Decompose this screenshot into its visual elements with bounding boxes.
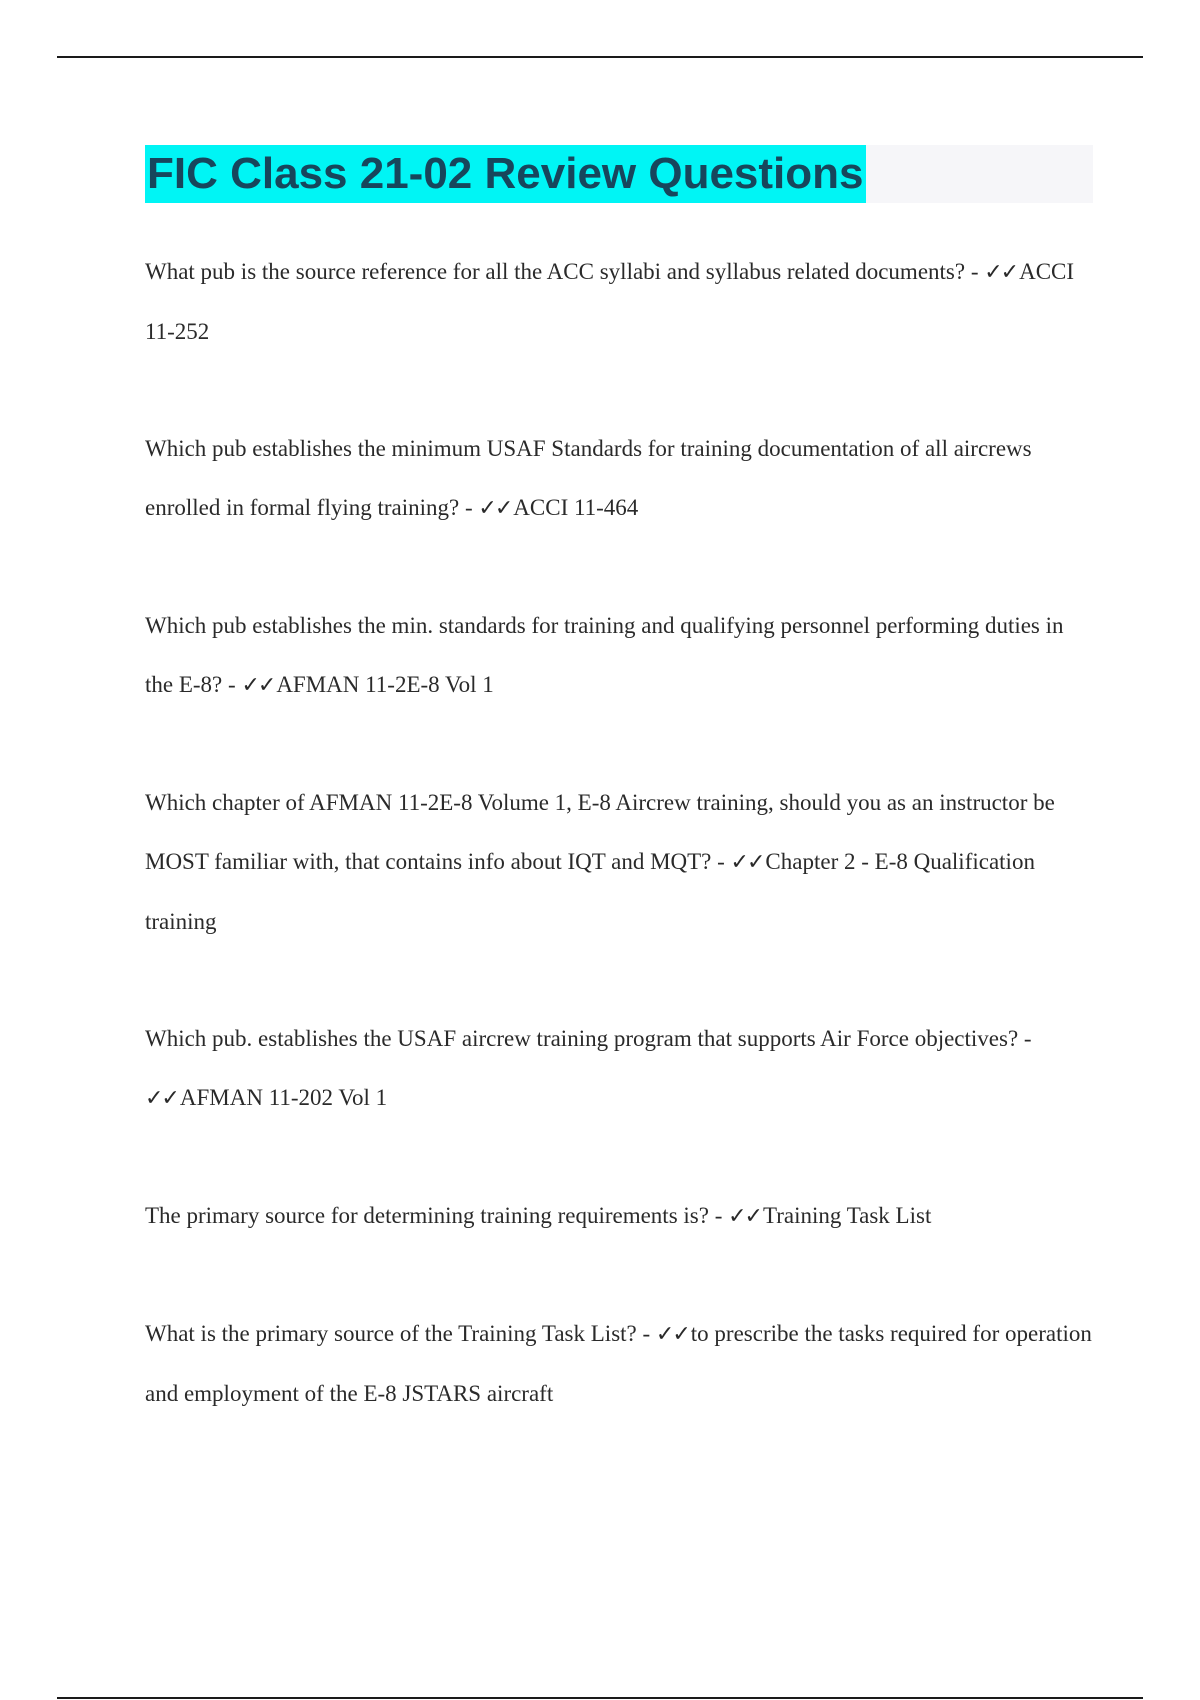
check-icon: ✓✓ [478, 496, 512, 521]
question-text: Which pub establishes the min. standards for training and qualifying personnel performing duties in the E-8? - [145, 613, 1064, 697]
check-icon: ✓✓ [241, 673, 275, 698]
question-text: What pub is the source reference for all the ACC syllabi and syllabus related documents? - [145, 259, 979, 284]
question-list [145, 242, 1095, 1423]
footer-rule [57, 1697, 1143, 1699]
check-icon: ✓✓ [728, 1204, 761, 1229]
question-text: Which chapter of AFMAN 11-2E-8 Volume 1, E-8 Aircrew training, should you as an instructor be MOST familiar with, that contains info about IQT and MQT? - [145, 790, 1055, 874]
answer-text: AFMAN 11-202 Vol 1 [179, 1085, 388, 1110]
title-block [145, 145, 1093, 203]
question-text: Which pub establishes the minimum USAF Standards for training documentation of all aircrews enrolled in formal flying training? - [145, 436, 1032, 520]
check-icon: ✓✓ [730, 850, 764, 875]
check-icon: ✓✓ [984, 260, 1018, 285]
question-item [145, 1009, 1095, 1128]
question-text: What is the primary source of the Training Task List? - [145, 1321, 651, 1346]
answer-text: to prescribe the tasks required for operation and employment of the E-8 JSTARS aircraft [145, 1321, 1092, 1406]
question-item [145, 419, 1095, 538]
question-item [145, 773, 1095, 951]
answer-text: AFMAN 11-2E-8 Vol 1 [276, 672, 494, 697]
question-item [145, 1186, 1095, 1246]
question-item [145, 242, 1095, 361]
question-text: The primary source for determining training requirements is? - [145, 1203, 723, 1228]
document-title: FIC Class 21-02 Review Questions [145, 145, 866, 203]
answer-text: ACCI 11-464 [513, 495, 639, 520]
answer-text: ACCI 11-252 [145, 259, 1075, 344]
header-rule [57, 56, 1143, 58]
question-text: Which pub. establishes the USAF aircrew training program that supports Air Force objectives? - [145, 1026, 1032, 1051]
check-icon: ✓✓ [145, 1086, 178, 1111]
check-icon: ✓✓ [655, 1322, 689, 1347]
question-item [145, 596, 1095, 715]
answer-text: Chapter 2 - E-8 Qualification training [145, 849, 1035, 934]
answer-text: Training Task List [762, 1203, 932, 1228]
question-item [145, 1304, 1095, 1423]
